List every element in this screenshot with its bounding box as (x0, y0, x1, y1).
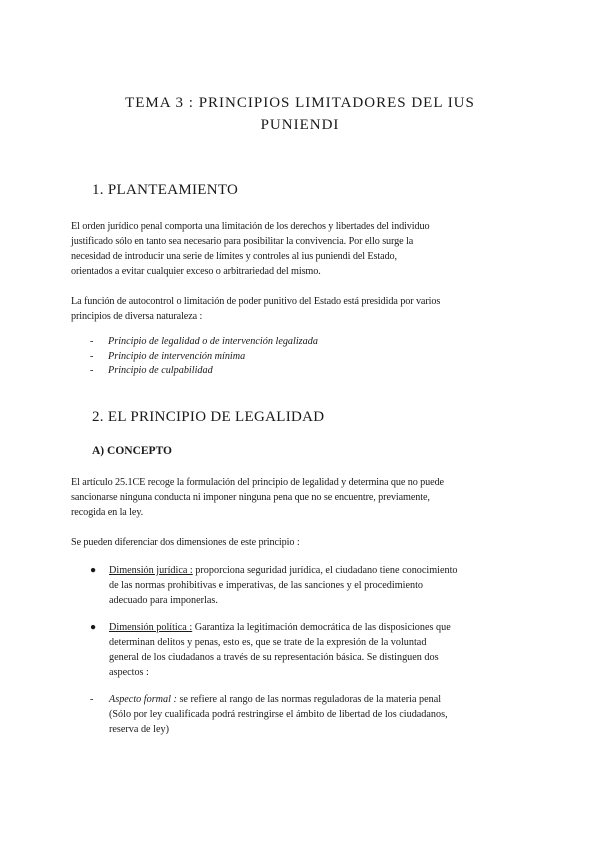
paragraph-line: La función de autocontrol o limitación de poder punitivo del Estado está presidida por varios (71, 296, 441, 307)
document-title (70, 92, 530, 136)
dimension-text: Garantiza la legitimación democrática de las disposiciones que (192, 622, 451, 633)
section-heading-legalidad: 2. EL PRINCIPIO DE LEGALIDAD (92, 409, 325, 425)
dash-marker: - (90, 336, 94, 347)
paragraph-line: El artículo 25.1CE recoge la formulación del principio de legalidad y determina que no puede (71, 477, 444, 488)
list-item (90, 350, 318, 365)
paragraph-line: orientados a evitar cualquier exceso o arbitrariedad del mismo. (71, 266, 321, 277)
list-item-text: Principio de culpabilidad (108, 365, 213, 376)
dimension-label: Dimensión jurídica : (109, 565, 193, 576)
paragraph-line: reserva de ley) (109, 724, 169, 735)
paragraph-dimensiones: Se pueden diferenciar dos dimensiones de este principio : (71, 537, 300, 548)
principles-list (90, 335, 318, 379)
title-line-2: PUNIENDI (260, 117, 340, 133)
section-heading-planteamiento: 1. PLANTEAMIENTO (92, 182, 239, 198)
aspect-formal-item (90, 692, 520, 737)
paragraph-line: justificado sólo en tanto sea necesario para posibilitar la convivencia. Por ello surge la (71, 236, 414, 247)
paragraph-line: determinan delitos y penas, esto es, que se trate de la expresión de la voluntad (109, 637, 427, 648)
paragraph-articulo (71, 475, 541, 520)
paragraph-line: adecuado para imponerlas. (109, 595, 218, 606)
paragraph-line: (Sólo por ley cualificada podrá restringirse el ámbito de libertad de los ciudadanos, (109, 709, 448, 720)
bullet-dimension-juridica (90, 563, 520, 608)
title-line-1: TEMA 3 : PRINCIPIOS LIMITADORES DEL IUS (125, 95, 475, 111)
paragraph-line: aspectos : (109, 667, 149, 678)
paragraph-line: recogida en la ley. (71, 507, 144, 518)
paragraph-line (109, 563, 520, 578)
paragraph-line: de las normas prohibitivas e imperativas, de las sanciones y el procedimiento (109, 580, 424, 591)
aspect-label: Aspecto formal : (109, 694, 177, 705)
bullet-dimension-politica (90, 620, 520, 680)
paragraph-line (109, 620, 520, 635)
list-item (90, 335, 318, 350)
paragraph-line (109, 692, 520, 707)
dimension-text: proporciona seguridad jurídica, el ciudadano tiene conocimiento (192, 565, 458, 576)
dash-marker: - (90, 694, 94, 705)
dimension-label: Dimensión política : (109, 622, 193, 633)
dash-marker: - (90, 350, 94, 362)
aspect-text: se refiere al rango de las normas reguladoras de la materia penal (176, 694, 442, 705)
paragraph-autocontrol (71, 294, 541, 324)
list-item-text: Principio de intervención mínima (108, 350, 246, 362)
bullet-icon: ● (90, 622, 97, 633)
paragraph-line: sancionarse ninguna conducta ni imponer ninguna pena que no se encuentre, previamente, (71, 492, 430, 503)
list-item (90, 364, 318, 379)
list-item-text: Principio de legalidad o de intervención legalizada (108, 336, 318, 347)
bullet-icon: ● (90, 565, 97, 576)
paragraph-intro (71, 219, 541, 279)
subheading-concepto: A) CONCEPTO (92, 445, 172, 457)
paragraph-line: principios de diversa naturaleza : (71, 311, 203, 322)
paragraph-line: general de los ciudadanos a través de su representación básica. Se distinguen dos (109, 652, 439, 663)
paragraph-line: necesidad de introducir una serie de límites y controles al ius puniendi del Estado, (71, 251, 397, 262)
dash-marker: - (90, 365, 94, 376)
paragraph-line: El orden jurídico penal comporta una limitación de los derechos y libertades del individuo (71, 221, 430, 232)
